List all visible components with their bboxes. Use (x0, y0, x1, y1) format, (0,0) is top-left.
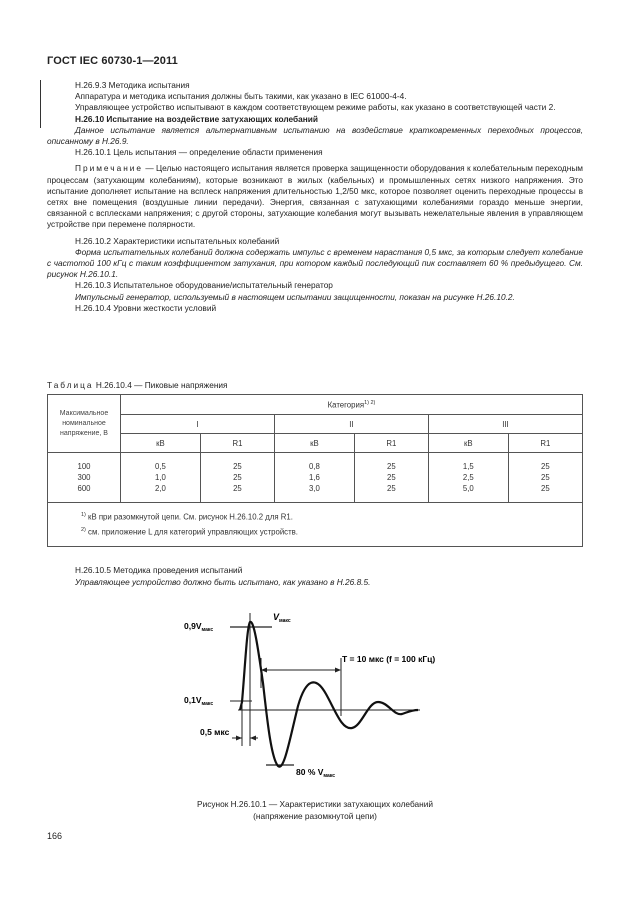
clause-title: Н.26.9.3 Методика испытания (75, 80, 190, 90)
label-period: T = 10 мкс (f = 100 кГц) (342, 654, 436, 664)
clause-title: Н.26.10.5 Методика проведения испытаний (75, 565, 243, 575)
cat1-kv-values: 0,5 1,0 2,0 (121, 453, 201, 503)
unit-kv: кВ (274, 434, 354, 453)
unit-kv: кВ (121, 434, 201, 453)
cat2-kv-values: 0,8 1,6 3,0 (274, 453, 354, 503)
paragraph: Управляющее устройство испытывают в каждом соответствующем режиме работы, как указано в соответствующей части 2. (75, 102, 556, 113)
waveform-curve (240, 622, 418, 767)
body-text (47, 80, 583, 314)
arrow-head-right (335, 668, 341, 673)
damped-oscillation-figure (170, 598, 470, 783)
label-rise-time: 0,5 мкс (200, 727, 230, 737)
note-text: — Целью настоящего испытания является проверка защищенности оборудования к колебательным переходным процессам (затухающим колебаниям), которые возникают в жилых (кабельных) и промышленных сетях низкого напряжения. Это испытание дополняет испытание на всплеск напряжения длительностью 1,2/50 мкс, которое позволяет оценить переходные процессы в сетях вне помещения (воздушные линии передачи). Энергия, связанная с затухающими колебаниями гораздо меньше энергии, связанной с всплесками напряжения; с другой стороны, затухающие колебания могут вызывать нежелательные явления в управляющем устройстве при перемене полярности. (47, 163, 583, 230)
table-data-row (48, 453, 583, 503)
arrow-head (236, 736, 242, 741)
max-voltage-header: Максимальное номинальное напряжение, В (48, 395, 121, 453)
peak-voltages-table (47, 394, 583, 547)
footnote-2: $^{2)}$ см. приложение L для категорий управляющих устройств. (81, 526, 298, 537)
cat3-r-values: 25 25 25 (508, 453, 582, 503)
cat2-r-values: 25 25 25 (354, 453, 428, 503)
paragraph: Импульсный генератор, используемый в настоящем испытании защищенности, показан на рисунке Н.26.10.2. (75, 291, 515, 302)
table-caption (47, 380, 228, 390)
footnote-1: $^{1)}$ кВ при разомкнутой цепи. См. рисунок Н.26.10.2 для R1. (81, 512, 293, 522)
category-footnote-marks: 1) 2) (364, 399, 376, 406)
label-01-vmax: $0,1V_{макс}$ (184, 695, 214, 707)
label-09-vmax: $0,9V_{макс}$ (184, 621, 214, 633)
paragraph: Данное испытание является альтернативным испытанию на воздействие кратковременных переходных процессов, описанному в Н.26.9. (47, 124, 583, 147)
table-footnotes-row (48, 503, 583, 547)
unit-r1: R1 (508, 434, 582, 453)
label-80-percent: 80 % $V_{макс}$ (296, 767, 336, 779)
category-i: I (121, 415, 275, 434)
table-caption-label: Таблица (47, 380, 94, 390)
category-iii: III (428, 415, 582, 434)
change-bar (40, 80, 41, 128)
clause-title: Н.26.10.4 Уровни жесткости условий (75, 302, 217, 313)
category-ii: II (274, 415, 428, 434)
table-header-row (48, 395, 583, 415)
table-caption-text: Н.26.10.4 — Пиковые напряжения (93, 380, 228, 390)
category-header-label: Категория (327, 400, 365, 410)
paragraph: Управляющее устройство должно быть испытано, как указано в Н.26.8.5. (75, 576, 371, 587)
unit-kv: кВ (428, 434, 508, 453)
page-number: 166 (47, 831, 63, 841)
table-footnotes (48, 503, 583, 547)
arrow-head (250, 736, 256, 741)
paragraph: Форма испытательных колебаний должна содержать импульс с временем нарастания 0,5 мкс, за которым следует колебание с частотой 100 кГц с таким коэффициентом затухания, при котором каждый последующий пик составляет 60 % предыдущего. См. рисунок Н.26.10.1. (47, 246, 583, 280)
voltage-values: 100 300 600 (48, 453, 121, 503)
method-text (47, 565, 583, 588)
unit-r1: R1 (200, 434, 274, 453)
label-vmax: $V_{макс}$ (273, 612, 291, 624)
cat3-kv-values: 1,5 2,5 5,0 (428, 453, 508, 503)
category-header (121, 395, 583, 415)
clause-title: Н.26.10.1 Цель испытания — определение области применения (75, 147, 323, 158)
clause-title: Н.26.10.2 Характеристики испытательных колебаний (75, 235, 280, 246)
figure-caption (100, 799, 530, 822)
paragraph: Аппаратура и методика испытания должны быть такими, как указано в IEC 61000-4-4. (75, 91, 407, 102)
figure-caption-title: Рисунок Н.26.10.1 — Характеристики затухающих колебаний (197, 799, 433, 809)
unit-r1: R1 (354, 434, 428, 453)
note (47, 163, 583, 230)
units-row (48, 434, 583, 453)
category-row (48, 415, 583, 434)
cat1-r-values: 25 25 25 (200, 453, 274, 503)
section-title: Н.26.10 Испытание на воздействие затухающих колебаний (75, 113, 319, 124)
clause-title: Н.26.10.3 Испытательное оборудование/испытательный генератор (75, 280, 333, 291)
document-header: ГОСТ IEC 60730-1—2011 (47, 55, 178, 67)
note-label: Примечание (75, 163, 144, 174)
figure-caption-subtitle: (напряжение разомкнутой цепи) (253, 810, 377, 821)
